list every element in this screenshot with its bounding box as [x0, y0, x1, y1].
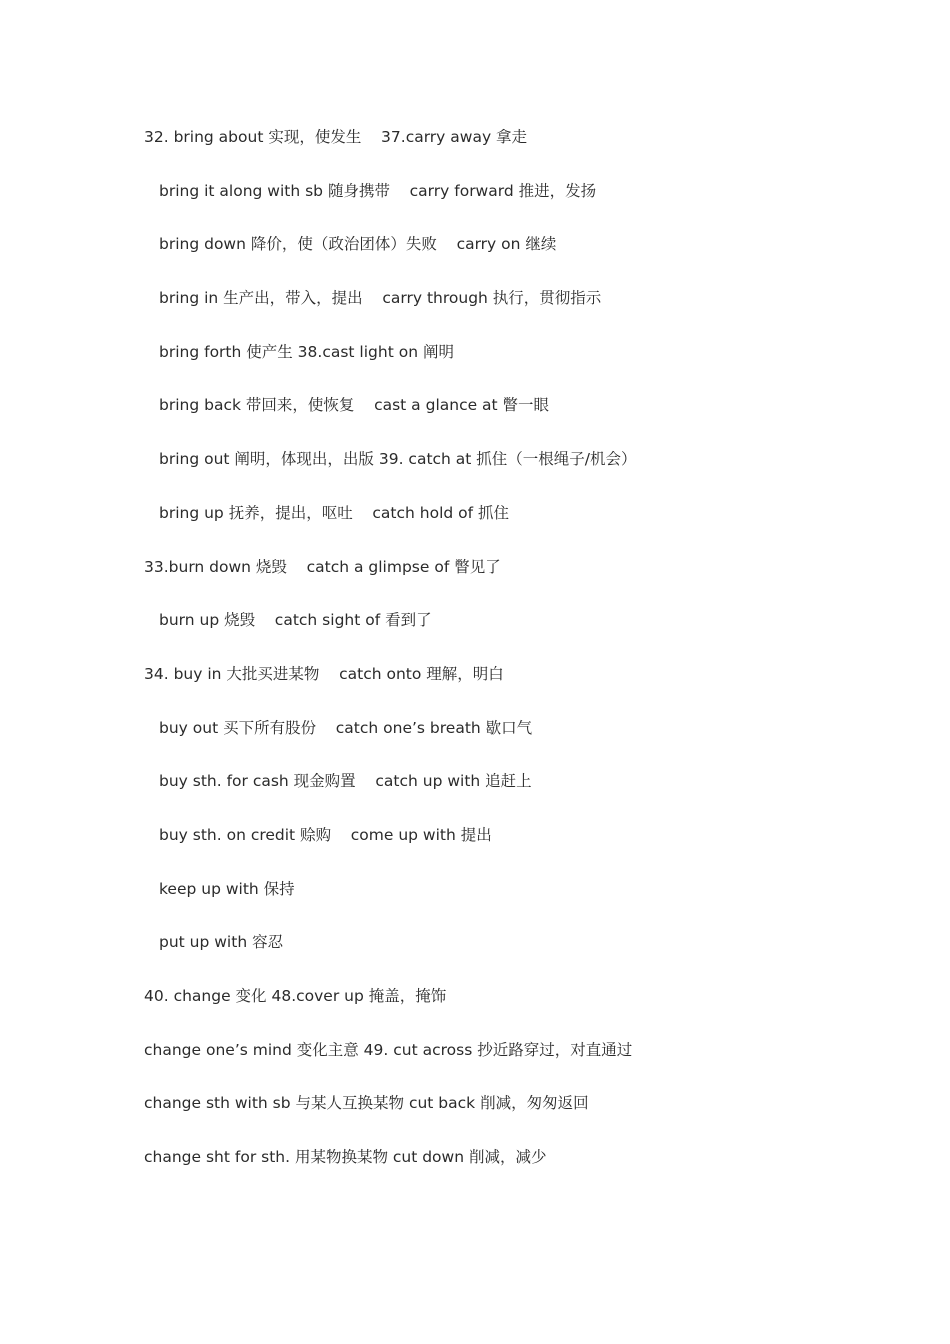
phrase-line: 32. bring about 实现，使发生 37.carry away 拿走	[144, 128, 528, 146]
phrase-line: bring back 带回来，使恢复 cast a glance at 瞥一眼	[159, 396, 550, 415]
phrase-line: bring down 降价，使（政治团体）失败 carry on 继续	[159, 235, 557, 254]
phrase-line: buy sth. for cash 现金购置 catch up with 追赶上	[159, 772, 532, 791]
phrase-line: bring in 生产出，带入，提出 carry through 执行，贯彻指示	[159, 289, 602, 308]
phrase-line: bring it along with sb 随身携带 carry forward 推进，发扬	[159, 181, 597, 200]
phrase-line: change sht for sth. 用某物换某物 cut down 削减，减少	[144, 1148, 547, 1167]
phrase-line: bring up 抚养，提出，呕吐 catch hold of 抓住	[159, 503, 510, 522]
phrase-line: change sth with sb 与某人互换某物 cut back 削减，匆匆返回	[144, 1094, 589, 1113]
phrase-line: put up with 容忍	[159, 933, 284, 952]
phrase-line: bring forth 使产生 38.cast light on 阐明	[159, 342, 454, 361]
phrase-list	[144, 125, 864, 1199]
phrase-line: 34. buy in 大批买进某物 catch onto 理解，明白	[144, 664, 504, 683]
phrase-line: 33.burn down 烧毁 catch a glimpse of 瞥见了	[144, 557, 501, 576]
phrase-line: 40. change 变化 48.cover up 掩盖，掩饰	[144, 987, 447, 1005]
phrase-line: bring out 阐明，体现出，出版 39. catch at 抓住（一根绳子/机会）	[159, 450, 637, 469]
phrase-line: keep up with 保持	[159, 879, 295, 898]
phrase-line: burn up 烧毁 catch sight of 看到了	[159, 611, 432, 630]
phrase-line: buy sth. on credit 赊购 come up with 提出	[159, 825, 492, 844]
phrase-line: buy out 买下所有股份 catch one’s breath 歇口气	[159, 718, 533, 737]
phrase-line: change one’s mind 变化主意 49. cut across 抄近路穿过，对直通过	[144, 1040, 633, 1059]
